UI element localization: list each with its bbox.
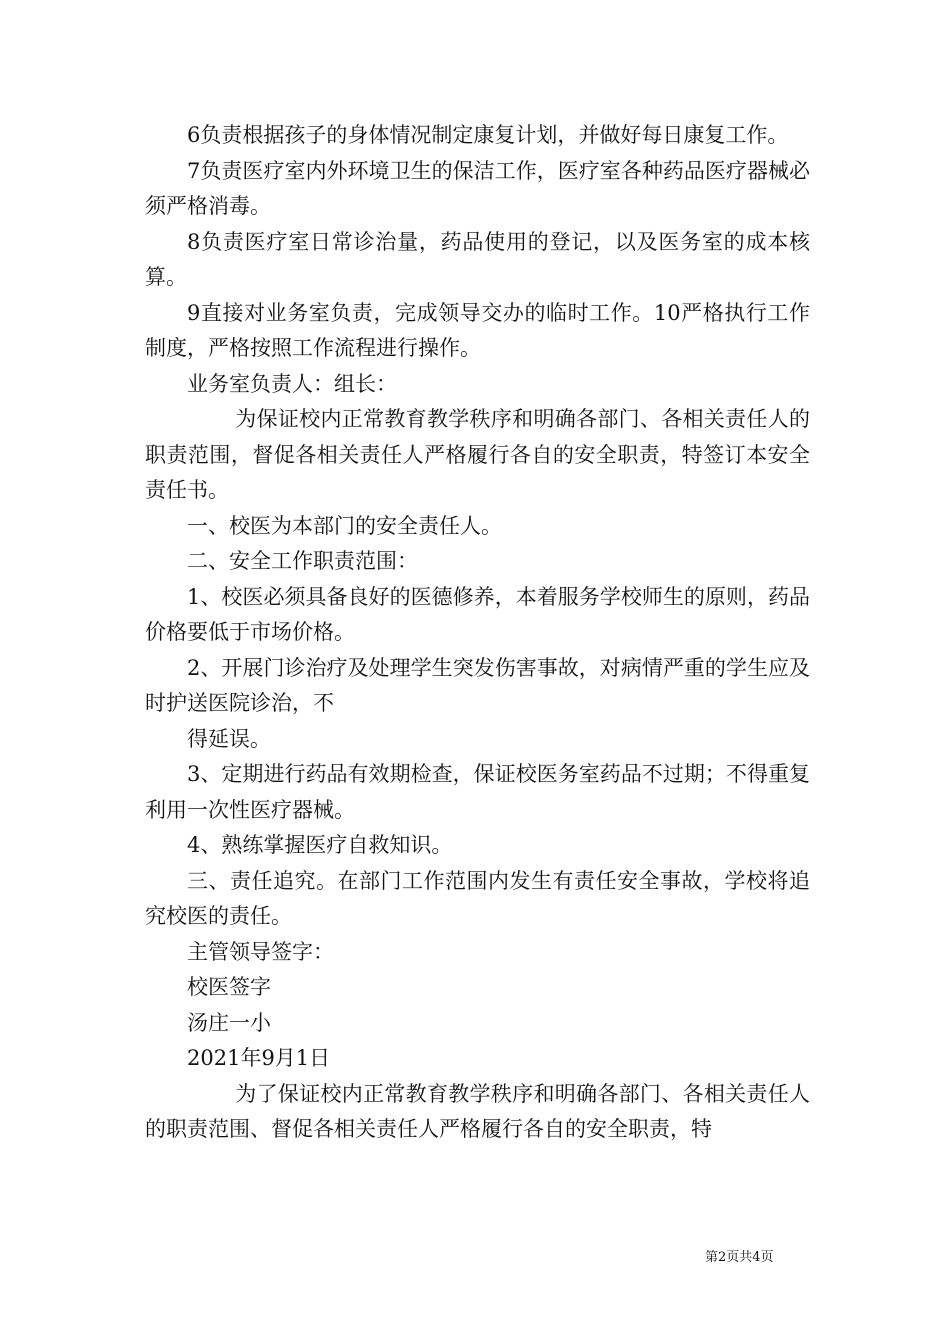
duty-item-2-continued: 得延误。 xyxy=(187,726,271,751)
second-intro: 为了保证校内正常教育教学秩序和明确各部门、各相关责任人的职责范围、督促各相关责任人严格履行各自的安全职责，特 xyxy=(145,1081,810,1141)
duty-item-2: 2、开展门诊治疗及处理学生突发伤害事故，对病情严重的学生应及时护送医院诊治，不 xyxy=(145,655,810,715)
section-one: 一、校医为本部门的安全责任人。 xyxy=(187,513,502,538)
department-head-line: 业务室负责人：组长： xyxy=(187,371,397,396)
paragraph-item-8: 8负责医疗室日常诊治量，药品使用的登记，以及医务室的成本核算。 xyxy=(145,229,810,289)
paragraph-item-6: 6负责根据孩子的身体情况制定康复计划，并做好每日康复工作。 xyxy=(187,123,789,147)
document-body xyxy=(145,118,810,1148)
section-two-heading: 二、安全工作职责范围： xyxy=(187,549,418,573)
duty-item-4: 4、熟练掌握医疗自救知识。 xyxy=(187,833,453,857)
page-number: 第2页共4页 xyxy=(705,1250,774,1265)
school-name: 汤庄一小 xyxy=(187,1010,271,1035)
paragraph-item-7: 7负责医疗室内外环境卫生的保洁工作，医疗室各种药品医疗器械必须严格消毒。 xyxy=(145,158,810,218)
responsibility-intro: 为保证校内正常教育教学秩序和明确各部门、各相关责任人的职责范围，督促各相关责任人严格履行各自的安全职责，特签订本安全责任书。 xyxy=(145,407,810,502)
duty-item-1: 1、校医必须具备良好的医德修养，本着服务学校师生的原则，药品价格要低于市场价格。 xyxy=(145,584,810,644)
doctor-signature-line: 校医签字 xyxy=(187,975,271,999)
document-date: 2021年9月1日 xyxy=(187,1046,331,1070)
duty-item-3: 3、定期进行药品有效期检查，保证校医务室药品不过期；不得重复利用一次性医疗器械。 xyxy=(145,762,810,822)
section-three: 三、责任追究。在部门工作范围内发生有责任安全事故，学校将追究校医的责任。 xyxy=(145,868,810,928)
supervisor-signature-line: 主管领导签字： xyxy=(187,939,334,964)
paragraph-item-9-10: 9直接对业务室负责，完成领导交办的临时工作。10严格执行工作制度，严格按照工作流程进行操作。 xyxy=(145,300,810,360)
